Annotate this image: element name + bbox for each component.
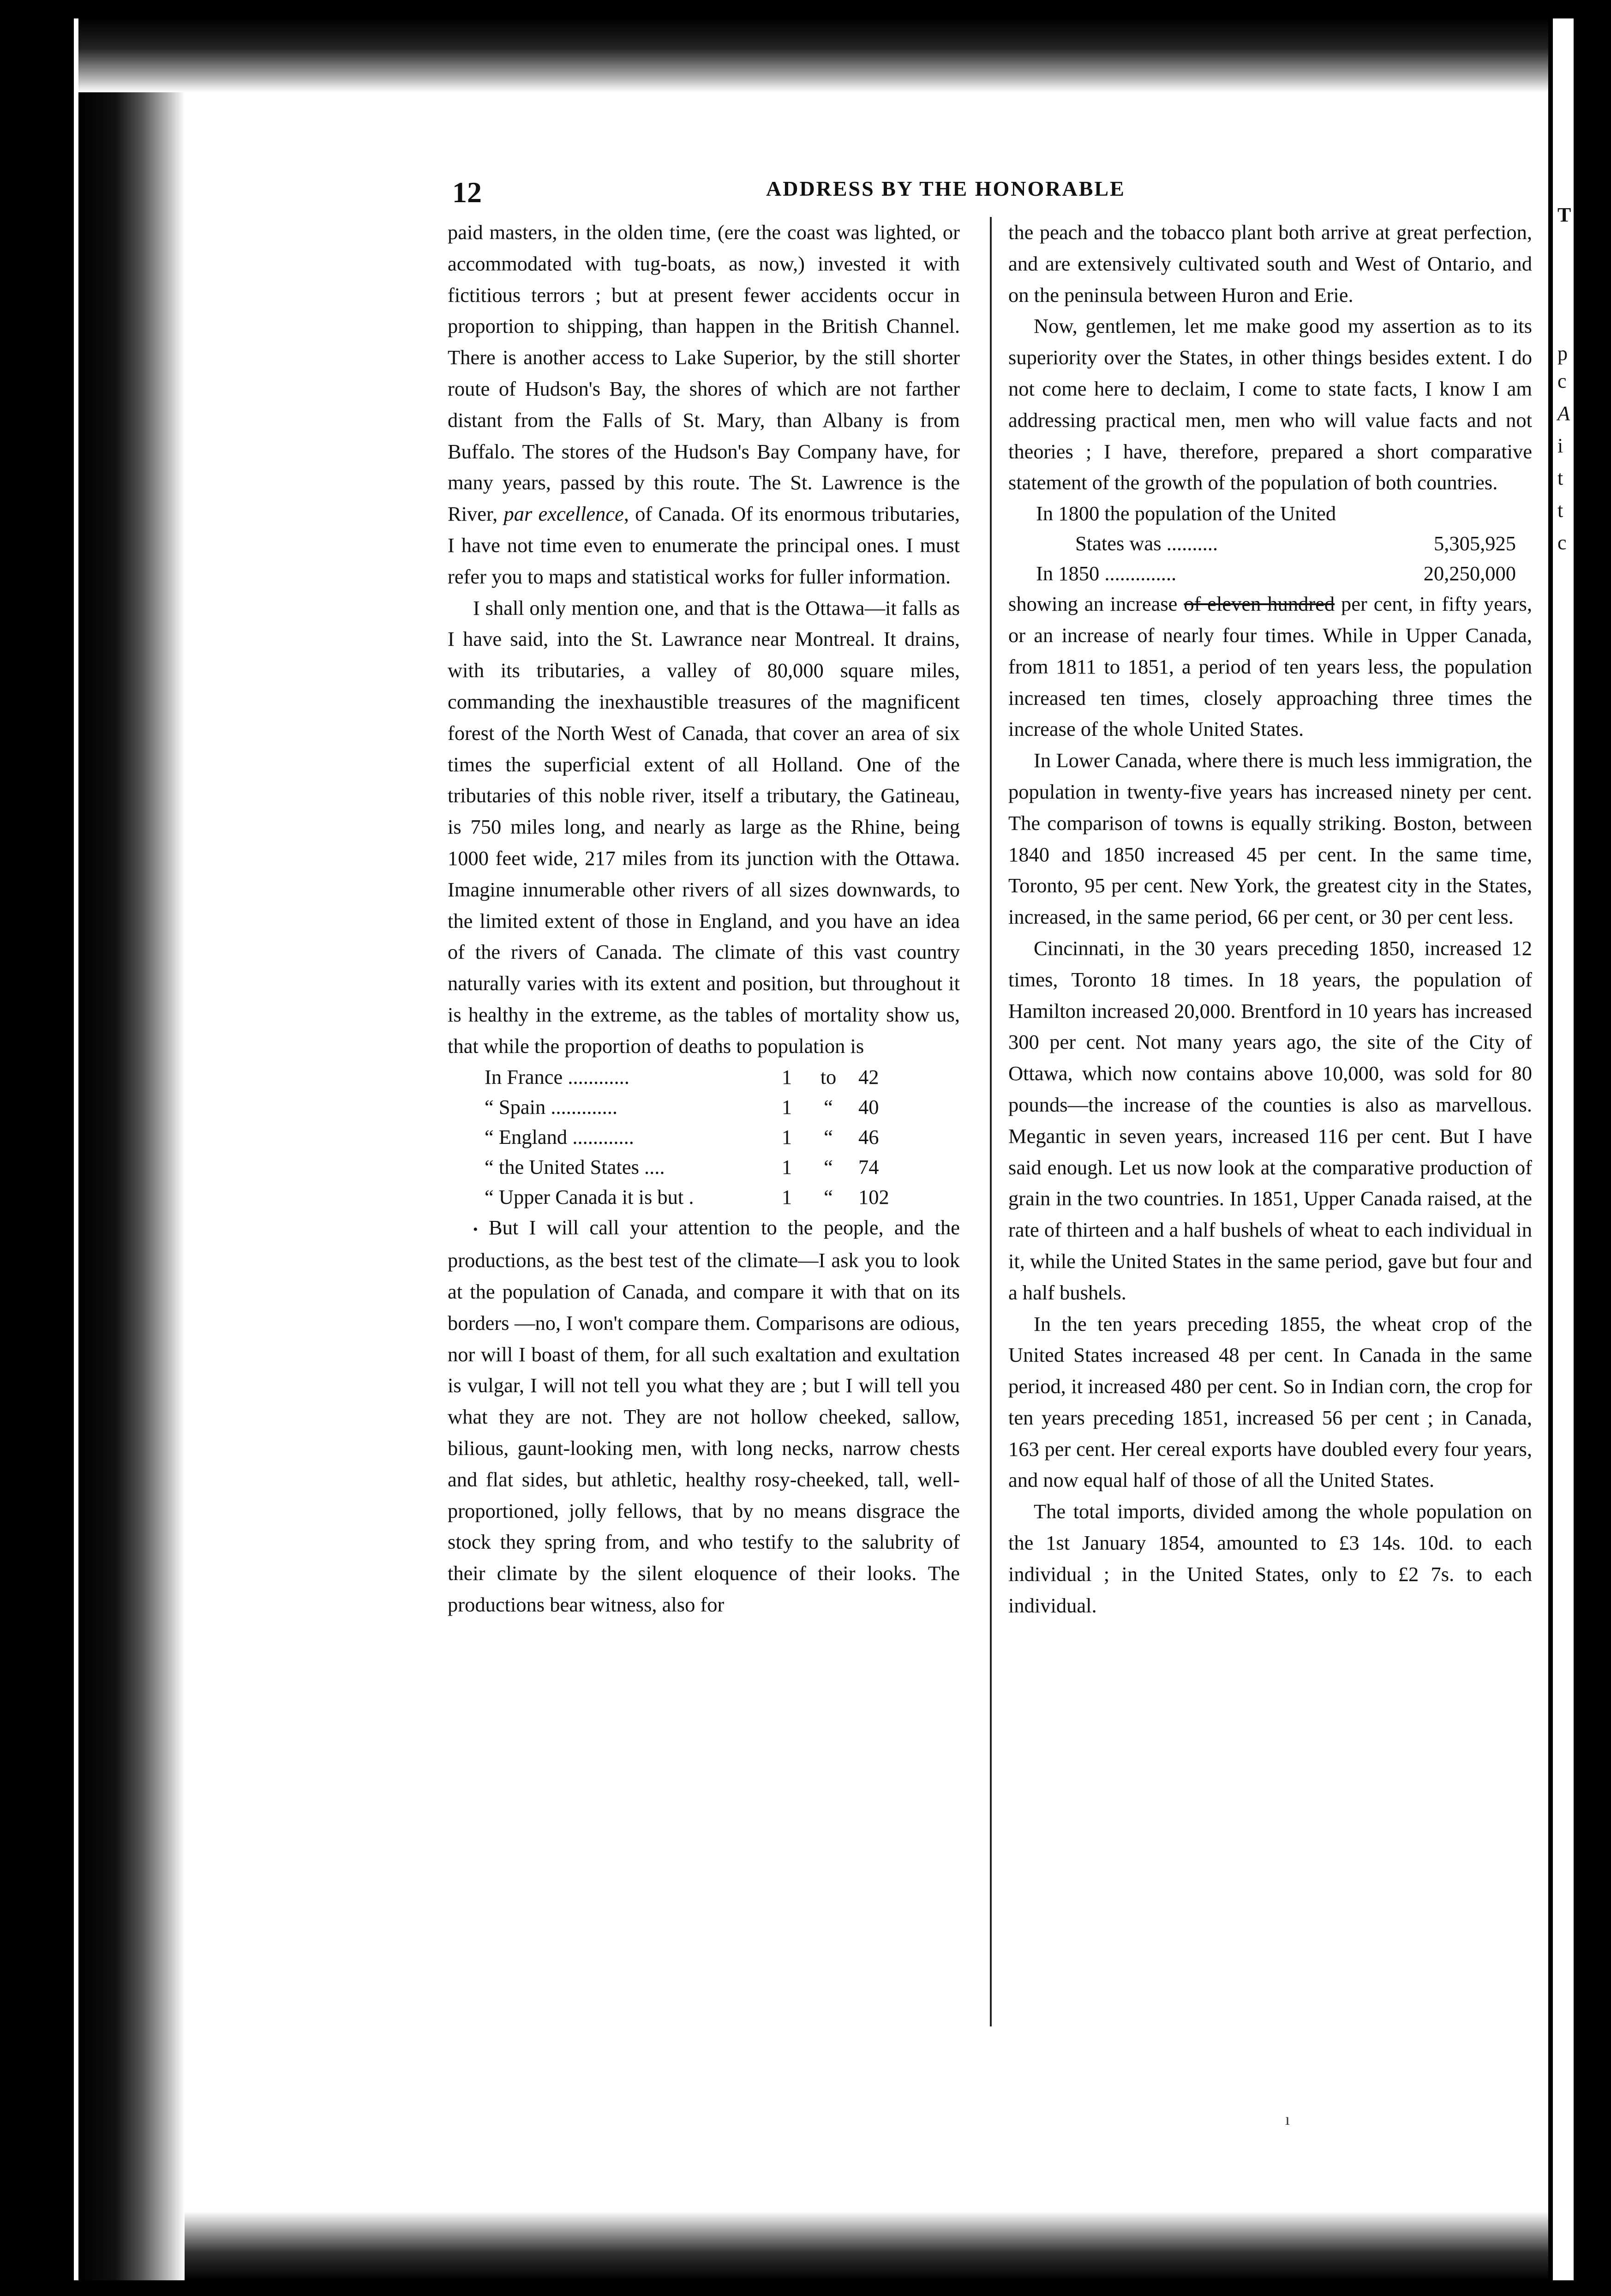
ratio-one-cell: 1 (781, 1185, 792, 1208)
right-paragraph-2: Now, gentlemen, let me make good my assertion as to its superiority over the States, in other things besides extent. I do not come here to declaim, I come to state facts, I know I am addressing practical men, men who will value facts and not theories ; I have, therefore, prepared a short comparative statement of the growth of the population of both countries. (1008, 314, 1532, 494)
right-paragraph-3 (1008, 589, 1532, 745)
ratio-to-cell: “ (824, 1125, 833, 1148)
ratio-value-cell: 42 (858, 1065, 879, 1088)
running-head (443, 166, 1569, 208)
running-head-title: ADDRESS BY THE HONORABLE (766, 177, 1126, 200)
country-cell: In France ............ (485, 1065, 629, 1088)
table-row (485, 1182, 914, 1212)
paragraph-text: But I will call your attention to the people, and the productions, as the best test of the climate—I ask you to look at the population of Canada, and compare it with that on its borders —no, I won't compare them. Comparisons are odious, nor will I boast of them, for all such exaltation and exultation is vulgar, I will not tell you what they are ; but I will tell you what they are not. They are not hollow cheeked, sallow, bilious, gaunt-looking men, with long necks, narrow chests and flat sides, but athletic, healthy rosy-cheeked, tall, well-proportioned, jolly fellows, that by no means disgrace the stock they spring from, and who testify to the salubrity of their climate by the silent eloquence of their looks. The productions bear witness, also for (448, 1215, 960, 1616)
mortality-table (485, 1062, 914, 1212)
fragment-char: t (1557, 499, 1563, 522)
right-paragraph-4: In Lower Canada, where there is much less immigration, the population in twenty-five years has increased ninety per cent. The comparison of towns is equally striking. Boston, between 1840 and 1850 increased 45 per cent. In the same time, Toronto, 95 per cent. New York, the greatest city in the States, increased, in the same period, 66 per cent, or 30 per cent less. (1008, 749, 1532, 929)
fragment-char: t (1557, 467, 1563, 489)
table-row (485, 1122, 914, 1152)
italic-phrase: par excellence (503, 502, 624, 526)
country-cell: “ Upper Canada it is but . (485, 1185, 694, 1208)
text-line: even to enumerate the principal ones. I must (583, 533, 960, 557)
text-line: at present fewer accidents occur in proportion (448, 283, 960, 338)
top-edge-shadow (78, 18, 1551, 92)
text-line: of St. Mary, than Albany is from Buffalo. The (448, 408, 960, 463)
binding-shadow (78, 18, 185, 2280)
left-column (448, 217, 960, 1621)
table-label-cell: In 1850 .............. (1036, 562, 1177, 585)
table-row (1036, 529, 1521, 559)
table-label-cell: States was .......... (1075, 532, 1218, 555)
table-row (1036, 559, 1521, 589)
ratio-value-cell: 40 (858, 1095, 879, 1118)
text-line: as now,) invested it with fictitious terrors ; but (448, 252, 960, 307)
right-paragraph-5: Cincinnati, in the 30 years preceding 1850, increased 12 times, Toronto 18 times. In 18 years, the population of Hamilton increased 20,000. Brentford in 10 years has increased 300 per cent. Not many years ago, the site of the City of Ottawa, which now contains above 10,000, was sold for 80 pounds—the increase of the counties is also as marvellous. Megantic in seven years, increased 116 per cent. But I have said enough. Let us now look at the comparative production of grain in the two countries. In 1851, Upper Canada raised, at the rate of thirteen and a half bushels of wheat to each individual in it, while the United States in the same period, gave but four and a half bushels. (1008, 936, 1532, 1304)
page-number: 12 (452, 176, 482, 209)
ratio-value-cell: 74 (858, 1155, 879, 1178)
table-label-cell: In 1800 the population of the United (1036, 502, 1336, 525)
left-paragraph-3 (448, 1212, 960, 1621)
fragment-char: A (1557, 402, 1570, 425)
text-line: paid masters, in the olden time, (ere the coast (448, 221, 836, 244)
country-cell: “ the United States .... (485, 1155, 665, 1178)
table-value-cell: 20,250,000 (1423, 562, 1516, 585)
text-line: information. (848, 565, 951, 588)
struck-text: of eleven hundred (1184, 592, 1335, 616)
left-paragraph-2: I shall only mention one, and that is the Ottawa—it falls as I have said, into the St. Lawrance near Montreal. It drains, with its tributaries, a valley of 80,000 square miles, commanding the inexhaustible treasures of the magnificent forest of the North West of Canada, that cover an area of six times the superficial extent of all Holland. One of the tributaries of this noble river, itself a tributary, the Gatineau, is 750 miles long, and nearly as large as the Rhine, being 1000 feet wide, 217 miles from its junction with the Ottawa. Imagine innumerable other rivers of all sizes downwards, to the limited extent of those in England, and you have an idea of the rivers of Canada. The climate of this vast country naturally varies with its extent and position, but throughout it is healthy in the extreme, as the tables of mortality show us, that while the proportion of deaths to population is (448, 596, 960, 1058)
ratio-one-cell: 1 (781, 1125, 792, 1148)
column-divider (990, 217, 992, 2026)
table-row (485, 1062, 914, 1092)
table-row (485, 1152, 914, 1182)
left-paragraph-1 (448, 217, 960, 593)
text-line: of which are not farther distant from the Falls (448, 377, 960, 432)
folio-mark: ı (1285, 2110, 1290, 2128)
text-line: There is another access to Lake Superior, by (448, 346, 833, 369)
text-line: stores of the Hudson's Bay Company have, for (561, 439, 960, 463)
fragment-char: c (1557, 531, 1567, 554)
ratio-to-cell: to (820, 1065, 837, 1088)
bottom-edge-shadow (185, 2211, 1569, 2280)
table-row (485, 1092, 914, 1122)
ratio-one-cell: 1 (781, 1095, 792, 1118)
ratio-to-cell: “ (824, 1095, 833, 1118)
right-paragraph-7: The total imports, divided among the whole population on the 1st January 1854, amounted to £3 14s. 10d. to each individual ; in the United States, only to £2 7s. to each individual. (1008, 1500, 1532, 1617)
fragment-char: p (1557, 342, 1568, 365)
paragraph-text: per cent, in fifty years, or an increase of nearly four times. While in Upper Canada, from 1811 to 1851, a period of ten years less, the population increased ten times, closely approaching three times the increase of the whole United States. (1008, 592, 1532, 741)
paragraph-text: showing an increase (1008, 592, 1184, 616)
ratio-one-cell: 1 (781, 1065, 792, 1088)
ratio-one-cell: 1 (781, 1155, 792, 1178)
text-line: Lawrence is the River, par excellence, of Canada. (448, 471, 960, 526)
ratio-to-cell: “ (824, 1155, 833, 1178)
bullet-mark: • (473, 1221, 478, 1237)
right-paragraph-6: In the ten years preceding 1855, the wheat crop of the United States increased 48 per cent. In Canada in the same period, it increased 480 per cent. So in Indian corn, the crop for ten years preceding 1851, increased 56 per cent ; in Canada, 163 per cent. Her cereal exports have doubled every four years, and now equal half of those of all the United States. (1008, 1312, 1532, 1492)
text-line: Of its enormous tributaries, I have not time (448, 502, 960, 557)
fragment-char: T (1557, 204, 1571, 226)
ratio-to-cell: “ (824, 1185, 833, 1208)
document-page (443, 166, 1569, 1617)
scan-right-border (1574, 0, 1611, 2296)
ratio-value-cell: 46 (858, 1125, 879, 1148)
text-line: to shipping, than happen in the British Channel. (543, 314, 960, 338)
ratio-value-cell: 102 (858, 1185, 889, 1208)
table-row (1036, 499, 1521, 529)
table-value-cell: 5,305,925 (1434, 532, 1516, 555)
population-growth-table (1036, 499, 1521, 589)
fragment-char: c (1557, 370, 1567, 392)
text-line: many years, passed by this route. The St. (448, 471, 822, 494)
country-cell: “ England ............ (485, 1125, 634, 1148)
right-column (1008, 217, 1532, 1621)
right-paragraph-1: the peach and the tobacco plant both arrive at great perfection, and are extensively cultivated south and West of Ontario, and on the peninsula between Huron and Erie. (1008, 221, 1532, 307)
text-line: refer you to maps and statistical works for fuller (448, 565, 849, 588)
text-line: was lighted, or accommodated with tug-boats, (448, 221, 960, 275)
country-cell: “ Spain ............. (485, 1095, 617, 1118)
text-line: the still shorter route of Hudson's Bay, the shores (448, 346, 960, 400)
fragment-char: i (1557, 434, 1563, 457)
